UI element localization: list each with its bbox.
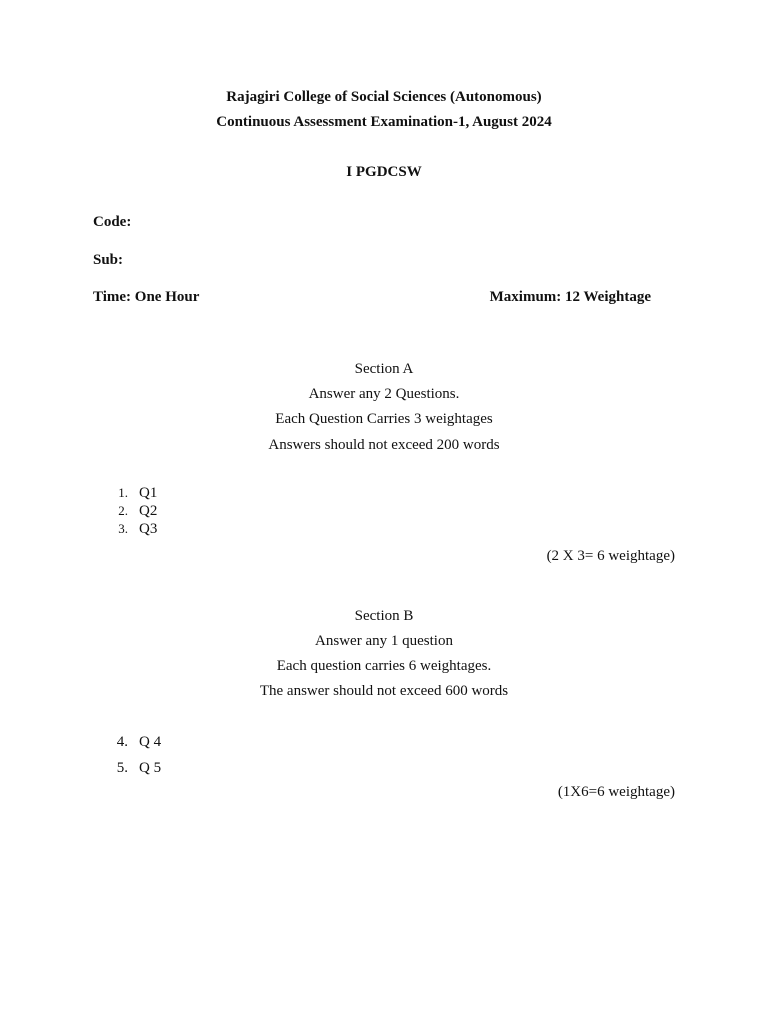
max-weightage-label: Maximum: 12 Weightage [489,289,651,305]
exam-title: Continuous Assessment Examination-1, August 2024 [216,114,552,130]
program-name: I PGDCSW [346,164,422,180]
section-a-weight-note: Each Question Carries 3 weightages [275,411,493,427]
question-number: 1. [118,485,128,500]
question-number: 2. [118,503,128,518]
question-number: 4. [116,734,128,750]
section-a-instruction: Answer any 2 Questions. [308,386,460,402]
time-label: Time: One Hour [93,289,200,305]
section-a-title: Section A [354,361,414,377]
question-number: 5. [116,760,128,776]
subject-label: Sub: [93,252,124,268]
college-name: Rajagiri College of Social Sciences (Autonomous) [226,89,542,105]
question-text: Q2 [139,503,158,519]
question-text: Q 5 [139,760,162,776]
section-a-total: (2 X 3= 6 weightage) [546,548,675,564]
section-b-weight-note: Each question carries 6 weightages. [276,658,492,674]
section-b-instruction: Answer any 1 question [315,633,453,649]
question-number: 3. [118,521,128,536]
code-label: Code: [93,214,132,230]
question-text: Q1 [139,485,158,501]
question-text: Q 4 [139,734,162,750]
question-text: Q3 [139,521,158,537]
section-b-total: (1X6=6 weightage) [557,784,675,800]
section-b-word-limit: The answer should not exceed 600 words [259,683,509,699]
section-a-word-limit: Answers should not exceed 200 words [268,437,500,453]
section-b-title: Section B [354,608,414,624]
